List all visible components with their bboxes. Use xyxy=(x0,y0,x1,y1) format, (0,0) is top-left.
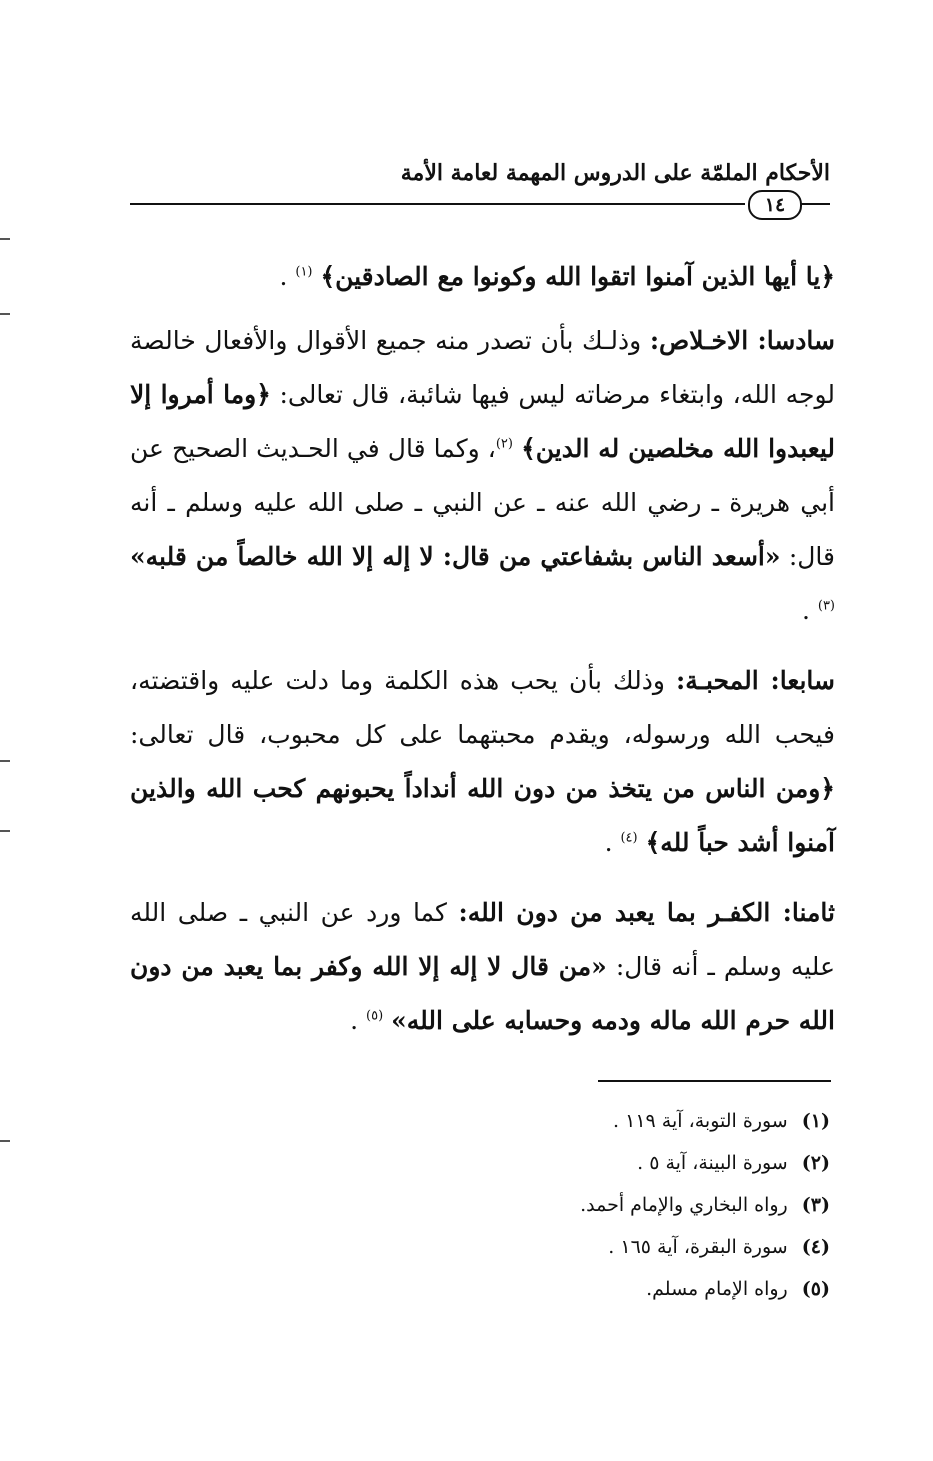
section-heading: سادسا: الاخـلاص: xyxy=(649,326,835,355)
footnote-item xyxy=(400,1142,830,1184)
header-rule-right xyxy=(800,203,830,205)
footnote-item xyxy=(400,1268,830,1310)
footnote-item xyxy=(400,1226,830,1268)
section-text: وذلـك بأن تصدر منه جميع الأقوال والأفعال خالصة لوجه الله، وابتغاء مرضاته ليس فيها شائبة، قال تعالى: xyxy=(130,326,836,409)
full-stop: . xyxy=(801,596,810,625)
footnote-item xyxy=(400,1184,830,1226)
scan-edge-mark xyxy=(0,313,10,315)
header-rule xyxy=(130,203,745,205)
full-stop: . xyxy=(350,1006,359,1035)
section-text: وذلك بأن يحب هذه الكلمة وما دلت عليه واقتضته، فيحب الله ورسوله، ويقدم محبتهما على كل محبوب، قال تعالى: xyxy=(130,666,835,749)
footnote-text: رواه البخاري والإمام أحمد. xyxy=(580,1194,788,1216)
footnote-ref: (٣) xyxy=(817,598,835,614)
footnote-text: سورة البينة، آية ٥ . xyxy=(637,1152,788,1174)
scan-edge-mark xyxy=(0,830,10,832)
hadith-quote: «من قال لا إله إلا الله وكفر بما يعبد من دون الله حرم الله ماله ودمه وحسابه على الله» xyxy=(130,952,835,1035)
full-stop: . xyxy=(604,828,613,857)
footnote-number: (٢) xyxy=(801,1152,830,1174)
section-text: كما ورد عن النبي ـ صلى الله عليه وسلم ـ أنه قال: xyxy=(130,898,835,981)
quran-verse: ﴿ومن الناس من يتخذ من دون الله أنداداً يحبونهم كحب الله والذين آمنوا أشد حباً لله﴾ xyxy=(130,774,835,857)
footnote-ref: (٢) xyxy=(495,436,513,452)
footnote-number: (٣) xyxy=(801,1194,830,1216)
footnote-number: (٥) xyxy=(801,1278,830,1300)
footnote-ref: (٤) xyxy=(620,830,638,846)
scan-edge-mark xyxy=(0,760,10,762)
page-number: ١٤ xyxy=(748,190,802,220)
footnote-separator xyxy=(598,1080,831,1082)
footnote-text: رواه الإمام مسلم. xyxy=(646,1278,788,1300)
section-sixth-ikhlas xyxy=(130,314,835,638)
section-text: ، وكما قال في الحـديث الصحيح عن أبي هريرة ـ رضي الله عنه ـ عن النبي ـ صلى الله عليه وسلم ـ أنه قال: xyxy=(130,434,835,571)
footnote-number: (٤) xyxy=(801,1236,830,1258)
section-seventh-love xyxy=(130,654,835,870)
main-text xyxy=(130,250,835,1064)
quran-verse: ﴿وما أمروا إلا ليعبدوا الله مخلصين له الدين﴾ xyxy=(130,380,835,463)
opening-verse-paragraph xyxy=(130,250,835,304)
footnote-ref: (١) xyxy=(295,264,313,280)
footnote-number: (١) xyxy=(801,1110,830,1132)
section-heading: سابعا: المحبـة: xyxy=(676,666,835,695)
scan-edge-mark xyxy=(0,1140,10,1142)
scan-edge-mark xyxy=(0,238,10,240)
section-eighth-disbelief xyxy=(130,886,835,1048)
quran-verse: ﴿يا أيها الذين آمنوا اتقوا الله وكونوا مع الصادقين﴾ xyxy=(320,262,835,291)
footnotes xyxy=(400,1100,830,1310)
full-stop: . xyxy=(279,262,288,291)
footnote-text: سورة البقرة، آية ١٦٥ . xyxy=(608,1236,788,1258)
footnote-item xyxy=(400,1100,830,1142)
hadith-quote: «أسعد الناس بشفاعتي من قال: لا إله إلا الله خالصاً من قلبه» xyxy=(130,542,781,571)
footnote-text: سورة التوبة، آية ١١٩ . xyxy=(613,1110,788,1132)
running-header-title: الأحكام الملمّة على الدروس المهمة لعامة الأمة xyxy=(400,160,830,186)
section-heading: ثامنا: الكفـر بما يعبد من دون الله: xyxy=(458,898,836,927)
footnote-ref: (٥) xyxy=(366,1008,384,1024)
